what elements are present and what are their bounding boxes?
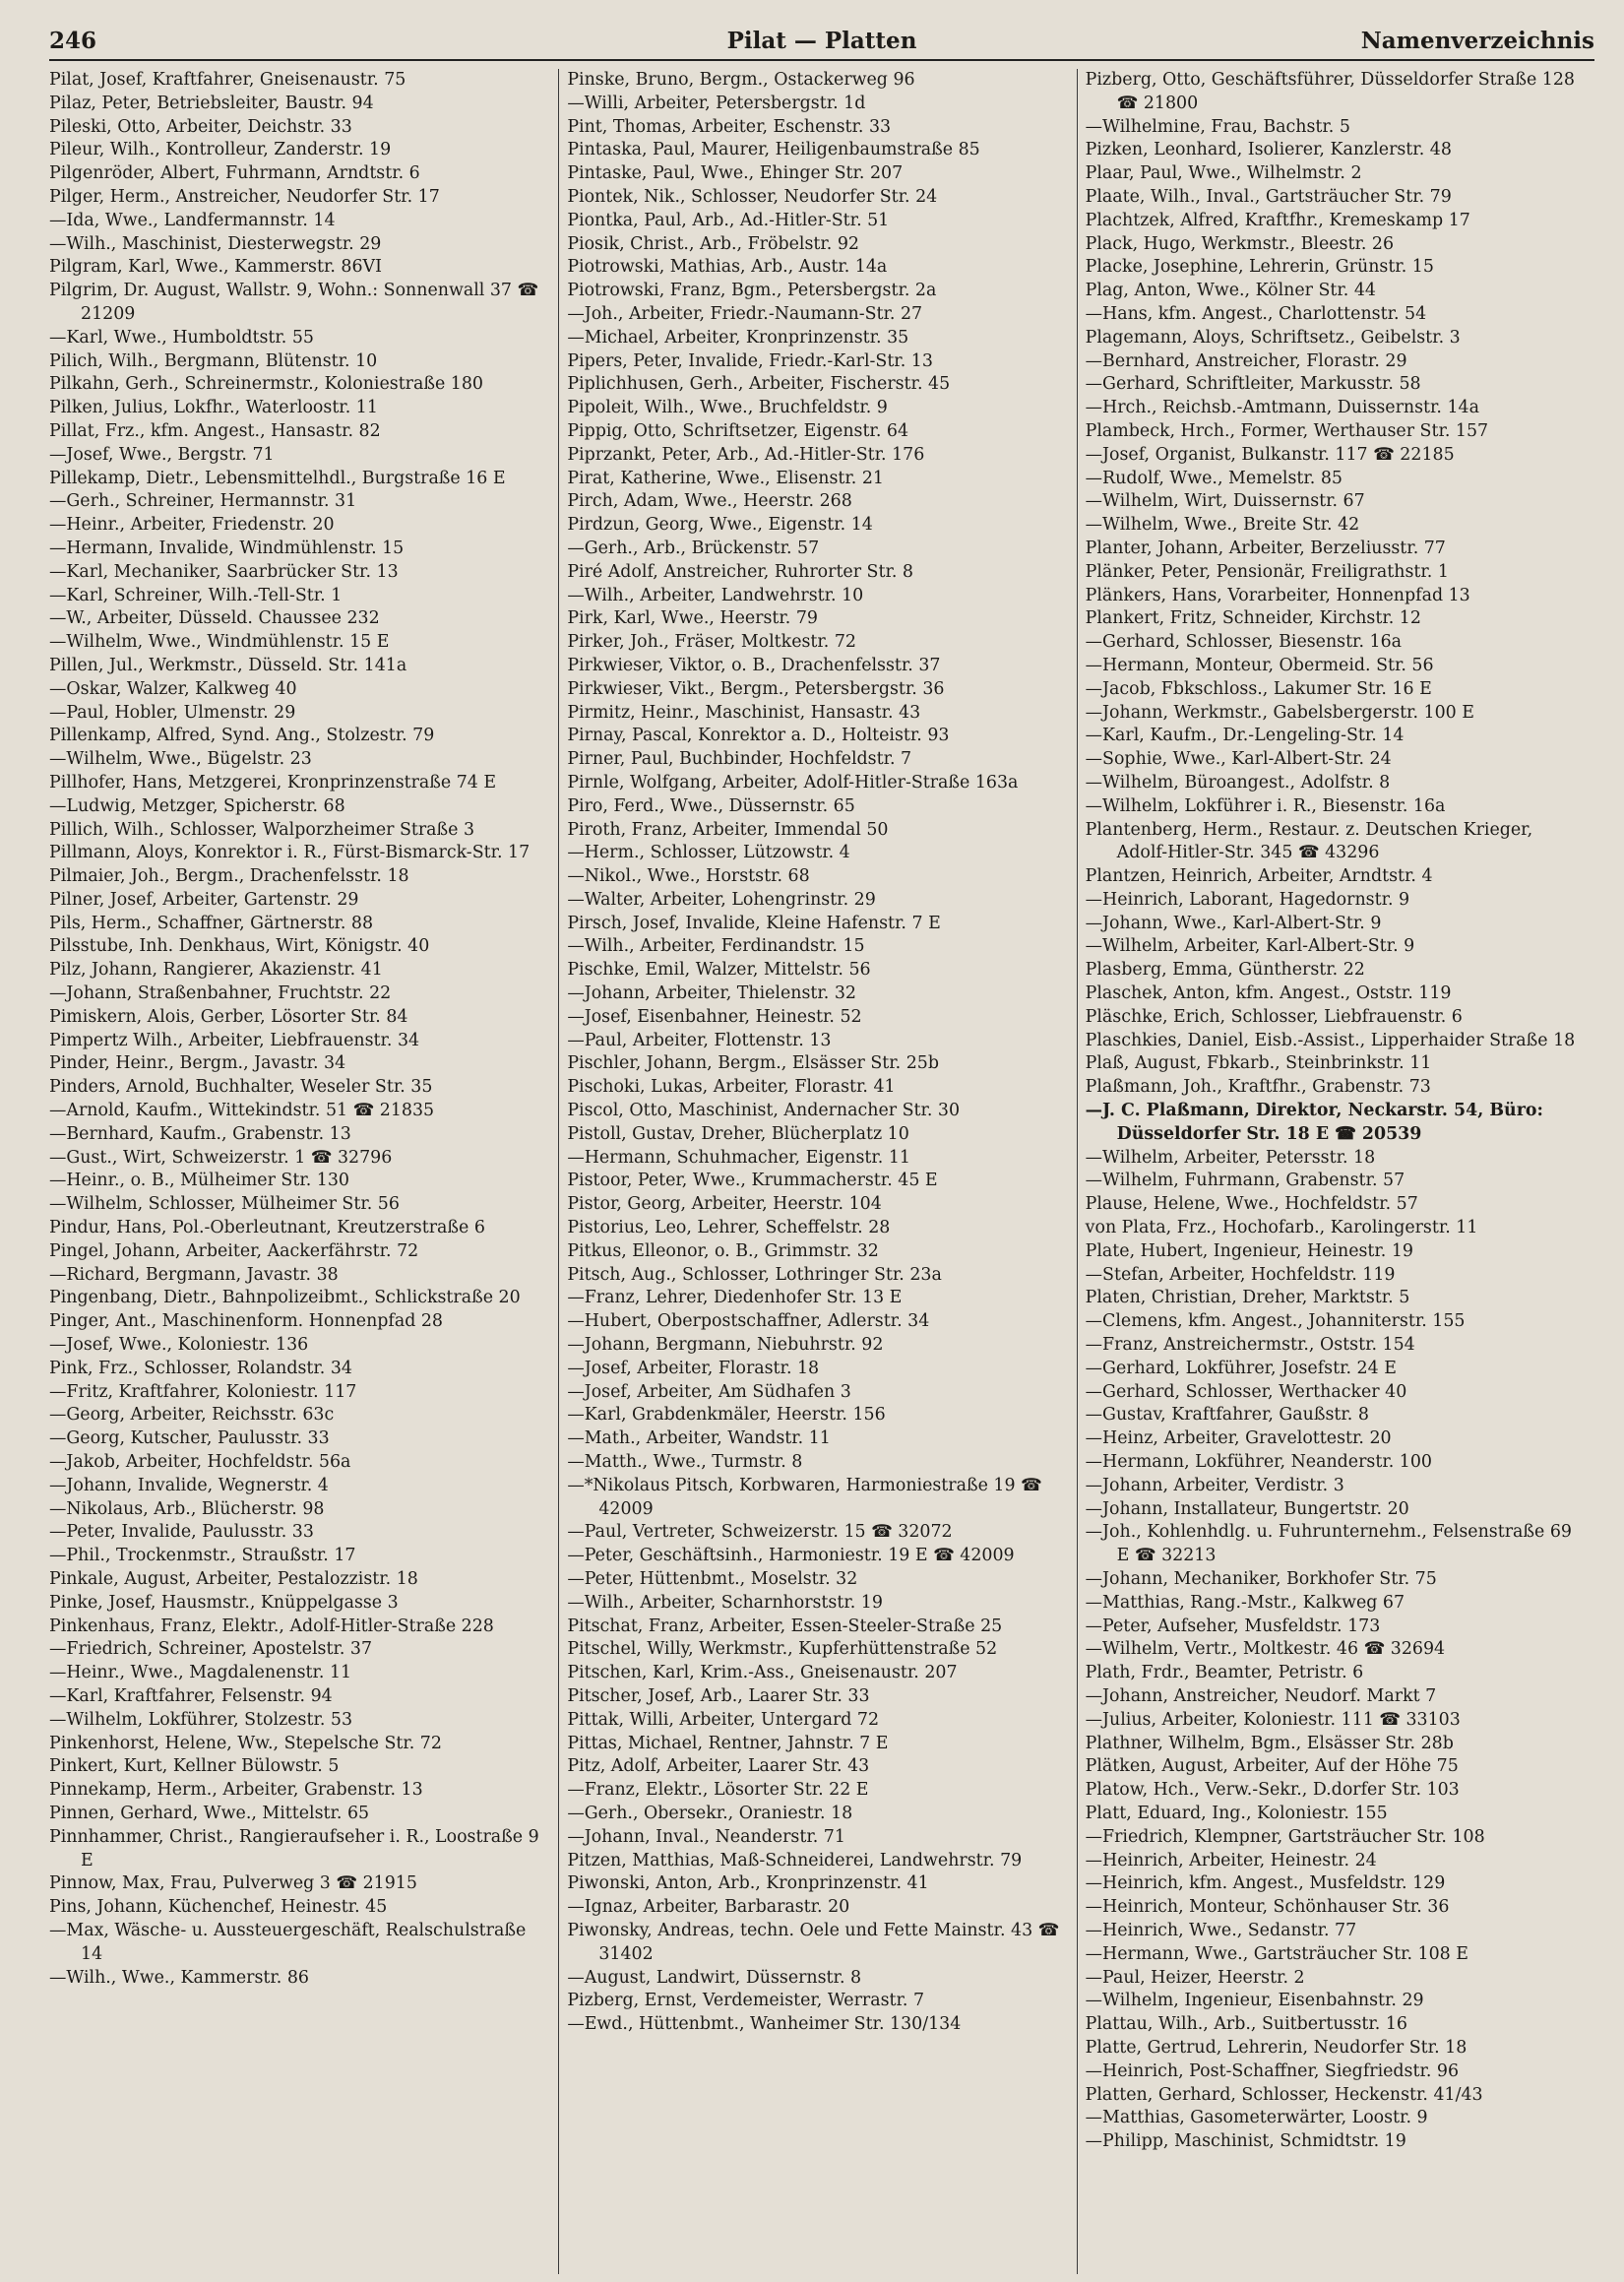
directory-entry: Pingenbang, Dietr., Bahnpolizeibmt., Schlickstraße 20 <box>49 1288 521 1308</box>
directory-entry: —Hans, kfm. Angest., Charlottenstr. 54 <box>1085 303 1427 324</box>
directory-entry: Pippig, Otto, Schriftsetzer, Eigenstr. 64 <box>567 420 909 441</box>
directory-entry: Plate, Hubert, Ingenieur, Heinestr. 19 <box>1085 1240 1413 1261</box>
directory-entry: Pinke, Josef, Hausmstr., Knüppelgasse 3 <box>49 1592 399 1613</box>
directory-entry: —Max, Wäsche- u. Aussteuergeschäft, Realschulstraße 14 <box>49 1920 527 1964</box>
directory-entry: Pirkwieser, Vikt., Bergm., Petersbergstr. 36 <box>567 678 945 699</box>
directory-entry: Pillmann, Aloys, Konrektor i. R., Fürst-Bismarck-Str. 17 <box>49 843 531 863</box>
directory-entry: Plachtzek, Alfred, Kraftfhr., Kremeskamp 17 <box>1085 210 1470 230</box>
directory-entry: Piwonski, Anton, Arb., Kronprinzenstr. 41 <box>567 1873 929 1894</box>
directory-entry: Pinnow, Max, Frau, Pulverweg 3 ☎ 21915 <box>49 1873 417 1894</box>
directory-entry: Plankert, Fritz, Schneider, Kirchstr. 12 <box>1085 608 1421 629</box>
directory-entry: —Gerhard, Schlosser, Werthacker 40 <box>1085 1381 1407 1402</box>
directory-entry: Pinkenhaus, Franz, Elektr., Adolf-Hitler-Straße 228 <box>49 1616 494 1636</box>
directory-entry: —Wilhelm, Wirt, Duissernstr. 67 <box>1085 491 1365 512</box>
directory-entry: —Phil., Trockenmstr., Straußstr. 17 <box>49 1546 356 1566</box>
directory-entry: Platt, Eduard, Ing., Koloniestr. 155 <box>1085 1803 1388 1823</box>
directory-entry: Pillhofer, Hans, Metzgerei, Kronprinzenstraße 74 E <box>49 772 497 792</box>
directory-entry: Pinder, Heinr., Bergm., Javastr. 34 <box>49 1053 346 1074</box>
directory-entry: —Paul, Heizer, Heerstr. 2 <box>1085 1967 1305 1988</box>
directory-entry: —Wilhelm, Lokführer, Stolzestr. 53 <box>49 1709 353 1730</box>
directory-entry: Pinnhammer, Christ., Rangieraufseher i. R., Loostraße 9 E <box>49 1826 539 1870</box>
directory-entry: Pimpertz Wilh., Arbeiter, Liebfrauenstr. 34 <box>49 1030 420 1050</box>
directory-entry: Pirk, Karl, Wwe., Heerstr. 79 <box>567 608 818 629</box>
directory-entry: Pinders, Arnold, Buchhalter, Weseler Str. 35 <box>49 1077 433 1098</box>
directory-entry: Plambeck, Hrch., Former, Werthauser Str. 157 <box>1085 420 1489 441</box>
directory-entry: —Heinrich, Monteur, Schönhauser Str. 36 <box>1085 1897 1450 1918</box>
directory-entry: Plantenberg, Herm., Restaur. z. Deutschen Krieger, Adolf-Hitler-Str. 345 ☎ 43296 <box>1085 819 1533 863</box>
directory-entry: Pischoki, Lukas, Arbeiter, Florastr. 41 <box>567 1077 896 1098</box>
directory-entry: Pillich, Wilh., Schlosser, Walporzheimer Straße 3 <box>49 819 475 840</box>
directory-entry: Pirnay, Pascal, Konrektor a. D., Holteistr. 93 <box>567 726 950 746</box>
directory-entry: Pilz, Johann, Rangierer, Akazienstr. 41 <box>49 960 383 981</box>
directory-entry: —Wilhelm, Lokführer i. R., Biesenstr. 16a <box>1085 795 1446 816</box>
directory-entry: Pizberg, Ernst, Verdemeister, Werrastr. 7 <box>567 1991 925 2011</box>
directory-entry: —Wilh., Arbeiter, Scharnhorststr. 19 <box>567 1592 883 1613</box>
column-1 <box>49 69 558 2274</box>
directory-entry: —Johann, Invalide, Wegnerstr. 4 <box>49 1475 329 1495</box>
directory-entry: Piré Adolf, Anstreicher, Ruhrorter Str. 8 <box>567 561 913 582</box>
directory-entry: Pillat, Frz., kfm. Angest., Hansastr. 82 <box>49 420 381 441</box>
directory-entry: Pistor, Georg, Arbeiter, Heerstr. 104 <box>567 1194 882 1215</box>
directory-entry: Plaß, August, Fbkarb., Steinbrinkstr. 11 <box>1085 1053 1432 1074</box>
directory-entry: —Johann, Anstreicher, Neudorf. Markt 7 <box>1085 1685 1437 1706</box>
directory-entry: Platen, Christian, Dreher, Marktstr. 5 <box>1085 1288 1410 1308</box>
directory-entry: —Wilhelm, Wwe., Windmühlenstr. 15 E <box>49 632 390 653</box>
directory-entry: —Wilhelm, Wwe., Breite Str. 42 <box>1085 515 1360 536</box>
directory-entry: —Peter, Geschäftsinh., Harmoniestr. 19 E ☎ 42009 <box>567 1546 1015 1566</box>
directory-entry: —Karl, Grabdenkmäler, Heerstr. 156 <box>567 1405 886 1426</box>
directory-entry: —Karl, Mechaniker, Saarbrücker Str. 13 <box>49 561 399 582</box>
directory-entry: Pilich, Wilh., Bergmann, Blütenstr. 10 <box>49 350 378 371</box>
directory-entry: Pirsch, Josef, Invalide, Kleine Hafenstr. 7 E <box>567 913 941 933</box>
directory-entry: Piosik, Christ., Arb., Fröbelstr. 92 <box>567 233 859 254</box>
directory-entry: —Wilhelm, Fuhrmann, Grabenstr. 57 <box>1085 1171 1405 1191</box>
directory-entry: Pistoll, Gustav, Dreher, Blücherplatz 10 <box>567 1123 909 1144</box>
directory-entry: —Wilhelm, Wwe., Bügelstr. 23 <box>49 749 312 770</box>
directory-entry: —Paul, Hobler, Ulmenstr. 29 <box>49 702 296 723</box>
directory-entry: Pirch, Adam, Wwe., Heerstr. 268 <box>567 491 852 512</box>
directory-entry: —Matth., Wwe., Turmstr. 8 <box>567 1452 803 1473</box>
directory-entry: Pirmitz, Heinr., Maschinist, Hansastr. 43 <box>567 702 921 723</box>
directory-entry: —Karl, Schreiner, Wilh.-Tell-Str. 1 <box>49 585 343 605</box>
directory-entry: —Rudolf, Wwe., Memelstr. 85 <box>1085 468 1343 488</box>
directory-entry: Plaschek, Anton, kfm. Angest., Oststr. 119 <box>1085 983 1452 1004</box>
directory-entry: —Gerh., Schreiner, Hermannstr. 31 <box>49 491 357 512</box>
directory-entry: —Wilhelm, Arbeiter, Karl-Albert-Str. 9 <box>1085 936 1415 957</box>
directory-entry: Pilsstube, Inh. Denkhaus, Wirt, Königstr. 40 <box>49 936 430 957</box>
directory-entry: Piprzankt, Peter, Arb., Ad.-Hitler-Str. 176 <box>567 444 925 465</box>
directory-entry: Plag, Anton, Wwe., Kölner Str. 44 <box>1085 281 1376 301</box>
directory-entry: —Franz, Elektr., Lösorter Str. 22 E <box>567 1780 869 1801</box>
directory-entry: Pilken, Julius, Lokfhr., Waterloostr. 11 <box>49 398 378 418</box>
directory-entry: Pipoleit, Wilh., Wwe., Bruchfeldstr. 9 <box>567 398 888 418</box>
directory-entry: —August, Landwirt, Düssernstr. 8 <box>567 1967 862 1988</box>
directory-entry: —Wilh., Arbeiter, Landwehrstr. 10 <box>567 585 864 605</box>
directory-entry: —Peter, Hüttenbmt., Moselstr. 32 <box>567 1569 858 1589</box>
directory-entry: Pils, Herm., Schaffner, Gärtnerstr. 88 <box>49 913 374 933</box>
directory-entry: —Gerhard, Lokführer, Josefstr. 24 E <box>1085 1358 1397 1378</box>
directory-entry: —Hubert, Oberpostschaffner, Adlerstr. 34 <box>567 1311 930 1332</box>
directory-entry: —J. C. Plaßmann, Direktor, Neckarstr. 54, Büro: Düsseldorfer Str. 18 E ☎ 20539 <box>1085 1101 1543 1144</box>
directory-entry: —Jacob, Fbkschloss., Lakumer Str. 16 E <box>1085 678 1432 699</box>
directory-entry: Pins, Johann, Küchenchef, Heinestr. 45 <box>49 1897 388 1918</box>
directory-entry: —Heinr., Arbeiter, Friedenstr. 20 <box>49 515 335 536</box>
directory-entry: Piotrowski, Franz, Bgm., Petersbergstr. 2a <box>567 281 937 301</box>
directory-entry: Plack, Hugo, Werkmstr., Bleestr. 26 <box>1085 233 1395 254</box>
directory-entry: —Friedrich, Klempner, Gartsträucher Str. 108 <box>1085 1826 1485 1847</box>
directory-entry: —Peter, Invalide, Paulusstr. 33 <box>49 1522 314 1543</box>
directory-entry: —Bernhard, Kaufm., Grabenstr. 13 <box>49 1123 351 1144</box>
directory-entry: —Herm., Schlosser, Lützowstr. 4 <box>567 843 850 863</box>
directory-entry: Pischler, Johann, Bergm., Elsässer Str. 25b <box>567 1053 939 1074</box>
directory-entry: —Philipp, Maschinist, Schmidtstr. 19 <box>1085 2131 1406 2152</box>
section-title: Namenverzeichnis <box>1360 28 1594 54</box>
directory-entry: Pintaske, Paul, Wwe., Ehinger Str. 207 <box>567 163 904 184</box>
page-header <box>49 24 1594 61</box>
directory-entry: Pinnen, Gerhard, Wwe., Mittelstr. 65 <box>49 1803 370 1823</box>
directory-entry: —Georg, Kutscher, Paulusstr. 33 <box>49 1428 330 1449</box>
directory-entry: —Joh., Kohlenhdlg. u. Fuhrunternehm., Felsenstraße 69 E ☎ 32213 <box>1085 1522 1572 1566</box>
directory-entry: —Willi, Arbeiter, Petersbergstr. 1d <box>567 93 866 113</box>
directory-entry: —Gerh., Arb., Brückenstr. 57 <box>567 538 820 558</box>
directory-entry: Pitz, Adolf, Arbeiter, Laarer Str. 43 <box>567 1756 870 1777</box>
directory-entry: —Hrch., Reichsb.-Amtmann, Duissernstr. 14a <box>1085 398 1479 418</box>
directory-entry: Pitschen, Karl, Krim.-Ass., Gneisenaustr. 207 <box>567 1663 958 1683</box>
directory-entry: von Plata, Frz., Hochofarb., Karolingerstr. 11 <box>1085 1218 1478 1238</box>
directory-entry: Pink, Frz., Schlosser, Rolandstr. 34 <box>49 1358 352 1378</box>
directory-entry: Plasberg, Emma, Güntherstr. 22 <box>1085 960 1365 981</box>
column-3 <box>1077 69 1594 2274</box>
directory-entry: —Wilh., Arbeiter, Ferdinandstr. 15 <box>567 936 865 957</box>
directory-entry: —Johann, Inval., Neanderstr. 71 <box>567 1826 845 1847</box>
directory-entry: Pitkus, Elleonor, o. B., Grimmstr. 32 <box>567 1240 879 1261</box>
directory-entry: Pilgrim, Dr. August, Wallstr. 9, Wohn.: Sonnenwall 37 ☎ 21209 <box>49 281 539 324</box>
directory-entry: —Hermann, Monteur, Obermeid. Str. 56 <box>1085 655 1434 675</box>
directory-entry: Pirkwieser, Viktor, o. B., Drachenfelsstr. 37 <box>567 655 941 675</box>
directory-entry: Planter, Johann, Arbeiter, Berzeliusstr. 77 <box>1085 538 1446 558</box>
directory-entry: Pirat, Katherine, Wwe., Elisenstr. 21 <box>567 468 884 488</box>
directory-entry: —Georg, Arbeiter, Reichsstr. 63c <box>49 1405 335 1426</box>
directory-entry: Pilkahn, Gerh., Schreinermstr., Koloniestraße 180 <box>49 374 483 395</box>
directory-entry: Platte, Gertrud, Lehrerin, Neudorfer Str. 18 <box>1085 2037 1468 2058</box>
directory-entry: —Hermann, Invalide, Windmühlenstr. 15 <box>49 538 405 558</box>
directory-entry: Plause, Helene, Wwe., Hochfeldstr. 57 <box>1085 1194 1418 1215</box>
directory-entry: Pitscher, Josef, Arb., Laarer Str. 33 <box>567 1685 870 1706</box>
entry-columns <box>49 69 1594 2274</box>
directory-entry: Pilmaier, Joh., Bergm., Drachenfelsstr. 18 <box>49 866 409 887</box>
directory-entry: Plänker, Peter, Pensionär, Freiligrathstr. 1 <box>1085 561 1449 582</box>
directory-entry: Plänkers, Hans, Vorarbeiter, Honnenpfad 13 <box>1085 585 1470 605</box>
directory-entry: —Franz, Anstreichermstr., Oststr. 154 <box>1085 1335 1415 1356</box>
directory-entry: —Ignaz, Arbeiter, Barbarastr. 20 <box>567 1897 850 1918</box>
directory-entry: —Richard, Bergmann, Javastr. 38 <box>49 1264 339 1285</box>
directory-entry: Pingel, Johann, Arbeiter, Aackerfährstr. 72 <box>49 1240 419 1261</box>
directory-entry: —Wilhelm, Vertr., Moltkestr. 46 ☎ 32694 <box>1085 1639 1446 1660</box>
directory-entry: Piplichhusen, Gerh., Arbeiter, Fischerstr. 45 <box>567 374 951 395</box>
directory-entry: Pinkenhorst, Helene, Ww., Stepelsche Str. 72 <box>49 1733 442 1753</box>
directory-entry: Pindur, Hans, Pol.-Oberleutnant, Kreutzerstraße 6 <box>49 1218 485 1238</box>
directory-entry: Plagemann, Aloys, Schriftsetz., Geibelstr. 3 <box>1085 327 1461 348</box>
directory-entry: —Matthias, Rang.-Mstr., Kalkweg 67 <box>1085 1592 1405 1613</box>
directory-entry: Pittas, Michael, Rentner, Jahnstr. 7 E <box>567 1733 889 1753</box>
directory-entry: Pischke, Emil, Walzer, Mittelstr. 56 <box>567 960 871 981</box>
directory-entry: —Matthias, Gasometerwärter, Loostr. 9 <box>1085 2108 1428 2128</box>
directory-entry: Placke, Josephine, Lehrerin, Grünstr. 15 <box>1085 257 1434 278</box>
directory-entry: —Heinz, Arbeiter, Gravelottestr. 20 <box>1085 1428 1392 1449</box>
directory-entry: Pläschke, Erich, Schlosser, Liebfrauenstr. 6 <box>1085 1006 1463 1027</box>
directory-entry: —Karl, Wwe., Humboldtstr. 55 <box>49 327 314 348</box>
directory-entry: —Johann, Arbeiter, Thielenstr. 32 <box>567 983 856 1004</box>
directory-entry: Platow, Hch., Verw.-Sekr., D.dorfer Str. 103 <box>1085 1780 1460 1801</box>
directory-entry: —Heinrich, Arbeiter, Heinestr. 24 <box>1085 1850 1377 1870</box>
directory-entry: —Wilhelm, Schlosser, Mülheimer Str. 56 <box>49 1194 400 1215</box>
directory-entry: Piscol, Otto, Maschinist, Andernacher Str. 30 <box>567 1101 961 1121</box>
directory-entry: —Oskar, Walzer, Kalkweg 40 <box>49 678 297 699</box>
directory-entry: Pinger, Ant., Maschinenform. Honnenpfad 28 <box>49 1311 443 1332</box>
directory-entry: Plattau, Wilh., Arb., Suitbertusstr. 16 <box>1085 2014 1407 2035</box>
directory-entry: —Michael, Arbeiter, Kronprinzenstr. 35 <box>567 327 909 348</box>
directory-entry: Pirnle, Wolfgang, Arbeiter, Adolf-Hitler-Straße 163a <box>567 772 1019 792</box>
directory-entry: —Sophie, Wwe., Karl-Albert-Str. 24 <box>1085 749 1392 770</box>
directory-entry: Piroth, Franz, Arbeiter, Immendal 50 <box>567 819 889 840</box>
directory-entry: —Wilh., Maschinist, Diesterwegstr. 29 <box>49 233 382 254</box>
directory-entry: —Wilhelmine, Frau, Bachstr. 5 <box>1085 116 1350 137</box>
directory-entry: —Hermann, Schuhmacher, Eigenstr. 11 <box>567 1147 910 1168</box>
directory-entry: —Walter, Arbeiter, Lohengrinstr. 29 <box>567 889 876 910</box>
directory-entry: Pistorius, Leo, Lehrer, Scheffelstr. 28 <box>567 1218 891 1238</box>
directory-entry: Pitsch, Aug., Schlosser, Lothringer Str. 23a <box>567 1264 942 1285</box>
directory-entry: —Heinrich, Post-Schaffner, Siegfriedstr. 96 <box>1085 2060 1460 2081</box>
directory-entry: —Karl, Kaufm., Dr.-Lengeling-Str. 14 <box>1085 726 1405 746</box>
directory-entry: Piontek, Nik., Schlosser, Neudorfer Str. 24 <box>567 186 938 207</box>
directory-entry: Pitschat, Franz, Arbeiter, Essen-Steeler-Straße 25 <box>567 1616 1003 1636</box>
directory-entry: —Bernhard, Anstreicher, Florastr. 29 <box>1085 350 1407 371</box>
directory-entry: Pinnekamp, Herm., Arbeiter, Grabenstr. 13 <box>49 1780 423 1801</box>
directory-entry: Pizken, Leonhard, Isolierer, Kanzlerstr. 48 <box>1085 140 1452 160</box>
directory-entry: —Gust., Wirt, Schweizerstr. 1 ☎ 32796 <box>49 1147 393 1168</box>
directory-entry: Pilaz, Peter, Betriebsleiter, Baustr. 94 <box>49 93 374 113</box>
page-number: 246 <box>49 28 97 54</box>
directory-entry: Pizberg, Otto, Geschäftsführer, Düsseldorfer Straße 128 ☎ 21800 <box>1085 70 1575 113</box>
directory-entry: Pistoor, Peter, Wwe., Krummacherstr. 45 E <box>567 1171 938 1191</box>
directory-entry: Piotrowski, Mathias, Arb., Austr. 14a <box>567 257 888 278</box>
directory-entry: —Wilh., Wwe., Kammerstr. 86 <box>49 1967 309 1988</box>
directory-entry: Plaßmann, Joh., Kraftfhr., Grabenstr. 73 <box>1085 1077 1431 1098</box>
directory-entry: —Johann, Wwe., Karl-Albert-Str. 9 <box>1085 913 1382 933</box>
directory-entry: —Nikolaus, Arb., Blücherstr. 98 <box>49 1498 325 1519</box>
directory-entry: —Johann, Werkmstr., Gabelsbergerstr. 100 E <box>1085 702 1474 723</box>
directory-entry: —Josef, Eisenbahner, Heinestr. 52 <box>567 1006 862 1027</box>
directory-entry: —Nikol., Wwe., Horststr. 68 <box>567 866 810 887</box>
directory-entry: Pimiskern, Alois, Gerber, Lösorter Str. 84 <box>49 1006 408 1027</box>
directory-entry: Pirdzun, Georg, Wwe., Eigenstr. 14 <box>567 515 873 536</box>
directory-entry: Pinkert, Kurt, Kellner Bülowstr. 5 <box>49 1756 340 1777</box>
directory-entry: —Heinr., Wwe., Magdalenenstr. 11 <box>49 1663 352 1683</box>
directory-entry: —Heinrich, Laborant, Hagedornstr. 9 <box>1085 889 1410 910</box>
directory-entry: —*Nikolaus Pitsch, Korbwaren, Harmoniestraße 19 ☎ 42009 <box>567 1475 1042 1519</box>
directory-entry: Pillenkamp, Alfred, Synd. Ang., Stolzestr. 79 <box>49 726 435 746</box>
directory-entry: —Wilhelm, Ingenieur, Eisenbahnstr. 29 <box>1085 1991 1424 2011</box>
directory-entry: Pinkale, August, Arbeiter, Pestalozzistr. 18 <box>49 1569 418 1589</box>
directory-entry: Plantzen, Heinrich, Arbeiter, Arndtstr. 4 <box>1085 866 1433 887</box>
directory-entry: —Josef, Arbeiter, Florastr. 18 <box>567 1358 820 1378</box>
directory-entry: —Heinrich, Wwe., Sedanstr. 77 <box>1085 1920 1357 1940</box>
directory-entry: —Karl, Kraftfahrer, Felsenstr. 94 <box>49 1685 333 1706</box>
directory-entry: Pilgram, Karl, Wwe., Kammerstr. 86VI <box>49 257 382 278</box>
directory-entry: Pinske, Bruno, Bergm., Ostackerweg 96 <box>567 70 915 90</box>
directory-entry: Plaate, Wilh., Inval., Gartsträucher Str. 79 <box>1085 186 1452 207</box>
directory-entry: Platten, Gerhard, Schlosser, Heckenstr. 41/43 <box>1085 2084 1483 2105</box>
directory-entry: —Hermann, Wwe., Gartsträucher Str. 108 E <box>1085 1943 1468 1964</box>
directory-entry: Pint, Thomas, Arbeiter, Eschenstr. 33 <box>567 116 892 137</box>
directory-entry: Pilat, Josef, Kraftfahrer, Gneisenaustr. 75 <box>49 70 406 90</box>
directory-entry: —Josef, Wwe., Bergstr. 71 <box>49 444 275 465</box>
directory-entry: —Heinrich, kfm. Angest., Musfeldstr. 129 <box>1085 1873 1446 1894</box>
directory-entry: —Josef, Wwe., Koloniestr. 136 <box>49 1335 309 1356</box>
directory-entry: Pilgenröder, Albert, Fuhrmann, Arndtstr. 6 <box>49 163 420 184</box>
directory-entry: Pilner, Josef, Arbeiter, Gartenstr. 29 <box>49 889 359 910</box>
directory-entry: Pirker, Joh., Fräser, Moltkestr. 72 <box>567 632 856 653</box>
directory-entry: —Johann, Mechaniker, Borkhofer Str. 75 <box>1085 1569 1437 1589</box>
column-2 <box>558 69 1076 2274</box>
directory-entry: —Peter, Aufseher, Musfeldstr. 173 <box>1085 1616 1381 1636</box>
directory-entry: —Gerhard, Schlosser, Biesenstr. 16a <box>1085 632 1403 653</box>
directory-entry: Pillekamp, Dietr., Lebensmittelhdl., Burgstraße 16 E <box>49 468 506 488</box>
directory-entry: —Josef, Organist, Bulkanstr. 117 ☎ 22185 <box>1085 444 1455 465</box>
directory-entry: —Ida, Wwe., Landfermannstr. 14 <box>49 210 336 230</box>
directory-entry: Piwonsky, Andreas, techn. Oele und Fette Mainstr. 43 ☎ 31402 <box>567 1920 1060 1964</box>
directory-entry: Piontka, Paul, Arb., Ad.-Hitler-Str. 51 <box>567 210 890 230</box>
directory-entry: —Arnold, Kaufm., Wittekindstr. 51 ☎ 21835 <box>49 1101 435 1121</box>
directory-entry: —Friedrich, Schreiner, Apostelstr. 37 <box>49 1639 373 1660</box>
directory-entry: —Josef, Arbeiter, Am Südhafen 3 <box>567 1381 851 1402</box>
directory-entry: —Jakob, Arbeiter, Hochfeldstr. 56a <box>49 1452 351 1473</box>
directory-entry: Pitschel, Willy, Werkmstr., Kupferhüttenstraße 52 <box>567 1639 998 1660</box>
directory-entry: —Johann, Installateur, Bungertstr. 20 <box>1085 1498 1409 1519</box>
directory-entry: —Hermann, Lokführer, Neanderstr. 100 <box>1085 1452 1432 1473</box>
directory-entry: Pirner, Paul, Buchbinder, Hochfeldstr. 7 <box>567 749 912 770</box>
directory-entry: Pittak, Willi, Arbeiter, Untergard 72 <box>567 1709 880 1730</box>
directory-entry: Plätken, August, Arbeiter, Auf der Höhe 75 <box>1085 1756 1459 1777</box>
directory-entry: Pileur, Wilh., Kontrolleur, Zanderstr. 19 <box>49 140 392 160</box>
directory-entry: —Paul, Vertreter, Schweizerstr. 15 ☎ 32072 <box>567 1522 953 1543</box>
directory-entry: —Gerhard, Schriftleiter, Markusstr. 58 <box>1085 374 1421 395</box>
directory-entry: Pilger, Herm., Anstreicher, Neudorfer Str. 17 <box>49 186 440 207</box>
directory-entry: —Math., Arbeiter, Wandstr. 11 <box>567 1428 831 1449</box>
directory-entry: —Wilhelm, Arbeiter, Petersstr. 18 <box>1085 1147 1376 1168</box>
directory-entry: —Johann, Straßenbahner, Fruchtstr. 22 <box>49 983 392 1004</box>
directory-entry: —Johann, Bergmann, Niebuhrstr. 92 <box>567 1335 884 1356</box>
directory-entry: Pipers, Peter, Invalide, Friedr.-Karl-Str. 13 <box>567 350 933 371</box>
directory-entry: —Ludwig, Metzger, Spicherstr. 68 <box>49 795 345 816</box>
directory-entry: —Gustav, Kraftfahrer, Gaußstr. 8 <box>1085 1405 1369 1426</box>
directory-entry: Piro, Ferd., Wwe., Düssernstr. 65 <box>567 795 855 816</box>
directory-entry: —Wilhelm, Büroangest., Adolfstr. 8 <box>1085 772 1391 792</box>
directory-entry: —Franz, Lehrer, Diedenhofer Str. 13 E <box>567 1288 903 1308</box>
directory-entry: —Ewd., Hüttenbmt., Wanheimer Str. 130/134 <box>567 2014 962 2035</box>
directory-entry: —Clemens, kfm. Angest., Johanniterstr. 155 <box>1085 1311 1466 1332</box>
directory-entry: —W., Arbeiter, Düsseld. Chaussee 232 <box>49 608 380 629</box>
running-title: Pilat — Platten <box>726 28 917 54</box>
directory-entry: —Paul, Arbeiter, Flottenstr. 13 <box>567 1030 832 1050</box>
directory-entry: Pillen, Jul., Werkmstr., Düsseld. Str. 141a <box>49 655 407 675</box>
directory-entry: Pitzen, Matthias, Maß-Schneiderei, Landwehrstr. 79 <box>567 1850 1023 1870</box>
directory-entry: Pileski, Otto, Arbeiter, Deichstr. 33 <box>49 116 352 137</box>
directory-entry: Plath, Frdr., Beamter, Petristr. 6 <box>1085 1663 1364 1683</box>
directory-entry: —Johann, Arbeiter, Verdistr. 3 <box>1085 1475 1344 1495</box>
directory-entry: —Heinr., o. B., Mülheimer Str. 130 <box>49 1171 349 1191</box>
directory-entry: —Gerh., Obersekr., Oraniestr. 18 <box>567 1803 853 1823</box>
directory-entry: Plathner, Wilhelm, Bgm., Elsässer Str. 28b <box>1085 1733 1454 1753</box>
directory-entry: —Fritz, Kraftfahrer, Koloniestr. 117 <box>49 1381 357 1402</box>
directory-entry: —Stefan, Arbeiter, Hochfeldstr. 119 <box>1085 1264 1396 1285</box>
directory-entry: Plaschkies, Daniel, Eisb.-Assist., Lipperhaider Straße 18 <box>1085 1030 1576 1050</box>
directory-entry: —Joh., Arbeiter, Friedr.-Naumann-Str. 27 <box>567 303 923 324</box>
directory-entry: Plaar, Paul, Wwe., Wilhelmstr. 2 <box>1085 163 1362 184</box>
directory-entry: —Julius, Arbeiter, Koloniestr. 111 ☎ 33103 <box>1085 1709 1461 1730</box>
directory-entry: Pintaska, Paul, Maurer, Heiligenbaumstraße 85 <box>567 140 980 160</box>
